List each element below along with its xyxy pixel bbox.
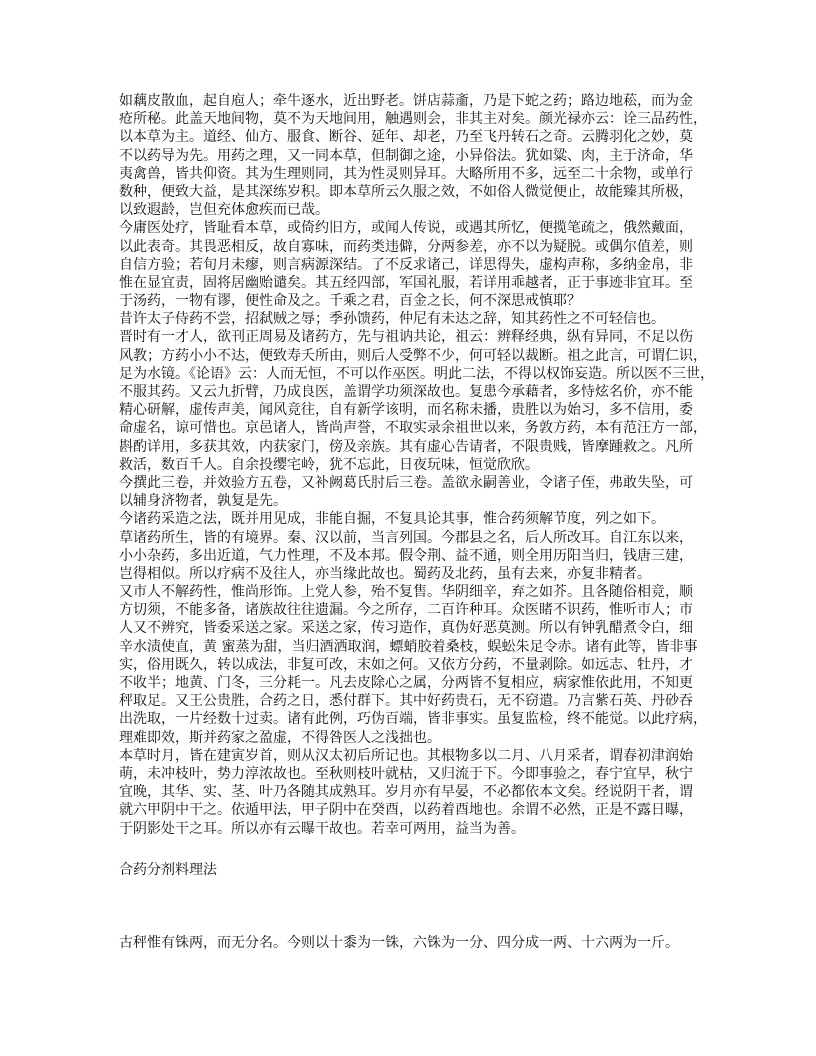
text-line: 辛水渍使直，黄 蜜蒸为甜，当归酒洒取润，螵蛸胶着桑枝，蜈蚣朱足令赤。诸有此等，皆非事 <box>119 638 698 655</box>
text-line: 以致遐龄，岂但充体愈疾而已哉。 <box>119 202 329 219</box>
text-line: 又市人不解药性，惟尚形饰。上党人参，殆不复售。华阴细辛，弃之如芥。且各随俗相竞，顺 <box>119 584 693 601</box>
text-line: 如藕皮散血，起自庖人；牵牛逐水，近出野老。饼店蒜齑，乃是下蛇之药；路边地菘，而为金 <box>119 93 693 109</box>
text-line: 今撰此三卷，并效验方五卷，又补阙葛氏肘后三卷。盖欲永嗣善业，令诸子侄，弗敢失坠，可 <box>119 474 693 491</box>
text-line: 就六甲阴中干之。依遁甲法，甲子阴中在癸酉，以药着酉地也。余谓不必然，正是不露日曝， <box>119 802 693 819</box>
text-line: 宜晚，其华、实、茎、叶乃各随其成熟耳。岁月亦有早晏，不必都依本文矣。经说阴干者，谓 <box>119 784 693 801</box>
text-line: 不服其药。又云九折臂，乃成良医，盖谓学功须深故也。复患今承藉者，多恃炫名价，亦不能 <box>119 384 693 400</box>
text-line: 不收半；地黄、门冬，三分耗一。凡去皮除心之属，分两皆不复相应，病家惟依此用，不知更 <box>119 675 693 691</box>
text-line: 夷禽兽，皆共仰资。其为生理则同，其为性灵则异耳。大略所用不多，远至二十余物，或单行 <box>119 165 693 182</box>
text-line: 实，俗用既久，转以成法，非复可改，末如之何。又依方分药，不量剥除。如远志、牡丹，才 <box>119 656 693 673</box>
text-line: 以本草为主。道经、仙方、服食、断谷、延年、却老，乃至飞丹转石之奇。云腾羽化之妙，莫 <box>119 129 693 146</box>
text-line: 数种，便致大益，是其深练岁积。即本草所云久服之效，不如俗人微觉便止，故能臻其所极， <box>119 183 693 200</box>
text-line: 秤取足。又王公贵胜，合药之日，悉付群下。其中好药贵石，无不窃遣。乃言紫石英、丹砂吞 <box>119 693 693 710</box>
text-line: 晋时有一才人，欲刊正周易及诸药方，先与祖讷共论，祖云：辨释经典，纵有异同，不足以伤 <box>119 329 693 346</box>
text-line: 本草时月，皆在建寅岁首，则从汉太初后所记也。其根物多以二月、八月采者，谓春初津润始 <box>119 747 693 764</box>
document-body <box>119 92 714 838</box>
text-line: 惟在显宜责，固将居幽贻谴矣。其五经四部，军国礼服，若详用乖越者，正于事迹非宜耳。至 <box>119 274 693 291</box>
text-line: 小小杂药，多出近道，气力性理，不及本邦。假令荆、益不通，则全用历阳当归，钱唐三建， <box>119 547 693 564</box>
text-line: 自信方验；若旬月未瘳，则言病源深结。了不反求诸己，详思得失，虚构声称，多纳金帛，非 <box>119 256 693 273</box>
text-line: 以辅身济物者，孰复是先。 <box>119 493 287 510</box>
text-line: 足为水镜。《论语》云：人而无恒，不可以作巫医。明此二法，不得以权饰妄造。所以医不三世， <box>119 365 714 382</box>
text-line: 岂得相似。所以疗病不及往人，亦当缘此故也。蜀药及北药，虽有去来，亦复非精者。 <box>119 565 651 582</box>
text-line: 风教；方药小小不达，便致寿夭所由，则后人受弊不少，何可轻以裁断。祖之此言，可谓仁识， <box>119 347 707 364</box>
text-line: 今庸医处疗，皆耻看本草，或倚约旧方，或闻人传说，或遇其所忆，便揽笔疏之，俄然戴面， <box>119 220 693 237</box>
paragraph <box>119 583 707 747</box>
text-line: 于汤药，一物有谬，便性命及之。千乘之君，百金之长，何不深思戒慎耶？ <box>119 293 581 310</box>
paragraph <box>119 328 714 474</box>
text-line: 不以药导为先。用药之理，又一同本草，但制御之途，小异俗法。犹如粱、肉，主于济命，华 <box>119 147 693 164</box>
paragraph <box>119 310 691 328</box>
final-paragraph: 古秤惟有铢两，而无分名。今则以十黍为一铢，六铢为一分、四分成一两、十六两为一斤。 <box>119 935 679 951</box>
paragraph <box>119 529 691 584</box>
text-line: 斟酌详用，多获其效，内获家门，傍及亲族。其有虚心告请者，不限贵贱，皆摩踵救之。凡所 <box>119 438 693 455</box>
text-line: 救活，数百千人。自余投缨宅岭，犹不忘此，日夜玩味，恒觉欣欣。 <box>119 456 539 473</box>
text-line: 以此表奇。其畏恶相反，故自寡味，而药类违僻，分两参差，亦不以为疑脱。或偶尔值差，则 <box>119 238 693 255</box>
paragraph <box>119 474 691 510</box>
text-line: 方切须，不能多备，诸族故往往遗漏。今之所存，二百许种耳。众医睹不识药，惟听市人；市 <box>119 602 693 619</box>
text-line: 命虚名，谅可惜也。京邑诸人，皆尚声誉，不取实录余祖世以来，务敦方药，本有范汪方一部， <box>119 420 707 437</box>
section-heading: 合药分剂料理法 <box>119 862 217 878</box>
text-line: 草诸药所生，皆的有境界。秦、汉以前，当言列国。今郡县之名，后人所改耳。自江东以来， <box>119 529 693 546</box>
paragraph <box>119 510 691 528</box>
text-line: 出洗取，一片经数十过卖。诸有此例，巧伪百端，皆非事实。虽复监检，终不能觉。以此疗病， <box>119 711 707 728</box>
text-line: 人又不辨究，皆委采送之家。采送之家，传习造作，真伪好恶莫测。所以有钟乳醋煮令白，细 <box>119 620 693 637</box>
text-line: 萌，未冲枝叶，势力淳浓故也。至秋则枝叶就枯，又归流于下。今即事验之，春宁宜早，秋宁 <box>119 765 693 782</box>
text-line: 疮所秘。此盖天地间物，莫不为天地间用，触遇则会，非其主对矣。颜光禄亦云：诠三品药性， <box>119 111 707 128</box>
text-line: 理难即效，斯并药家之盈虚，不得咎医人之浅拙也。 <box>119 729 441 746</box>
paragraph <box>119 747 691 838</box>
text-line: 精心研解，虚传声美，闻风竞往，自有新学该明，而名称未播，贵胜以为始习，多不信用，委 <box>119 402 693 419</box>
text-line: 于阴影处干之耳。所以亦有云曝干故也。若幸可两用，益当为善。 <box>119 820 525 837</box>
paragraph <box>119 92 707 219</box>
text-line: 今诸药采造之法，既并用见成，非能自掘，不复具论其事，惟合药须解节度，列之如下。 <box>119 511 665 528</box>
text-line: 昔许太子侍药不尝，招弑贼之辱；季孙馈药，仲尼有未达之辞，知其药性之不可轻信也。 <box>119 311 665 328</box>
paragraph <box>119 219 691 310</box>
